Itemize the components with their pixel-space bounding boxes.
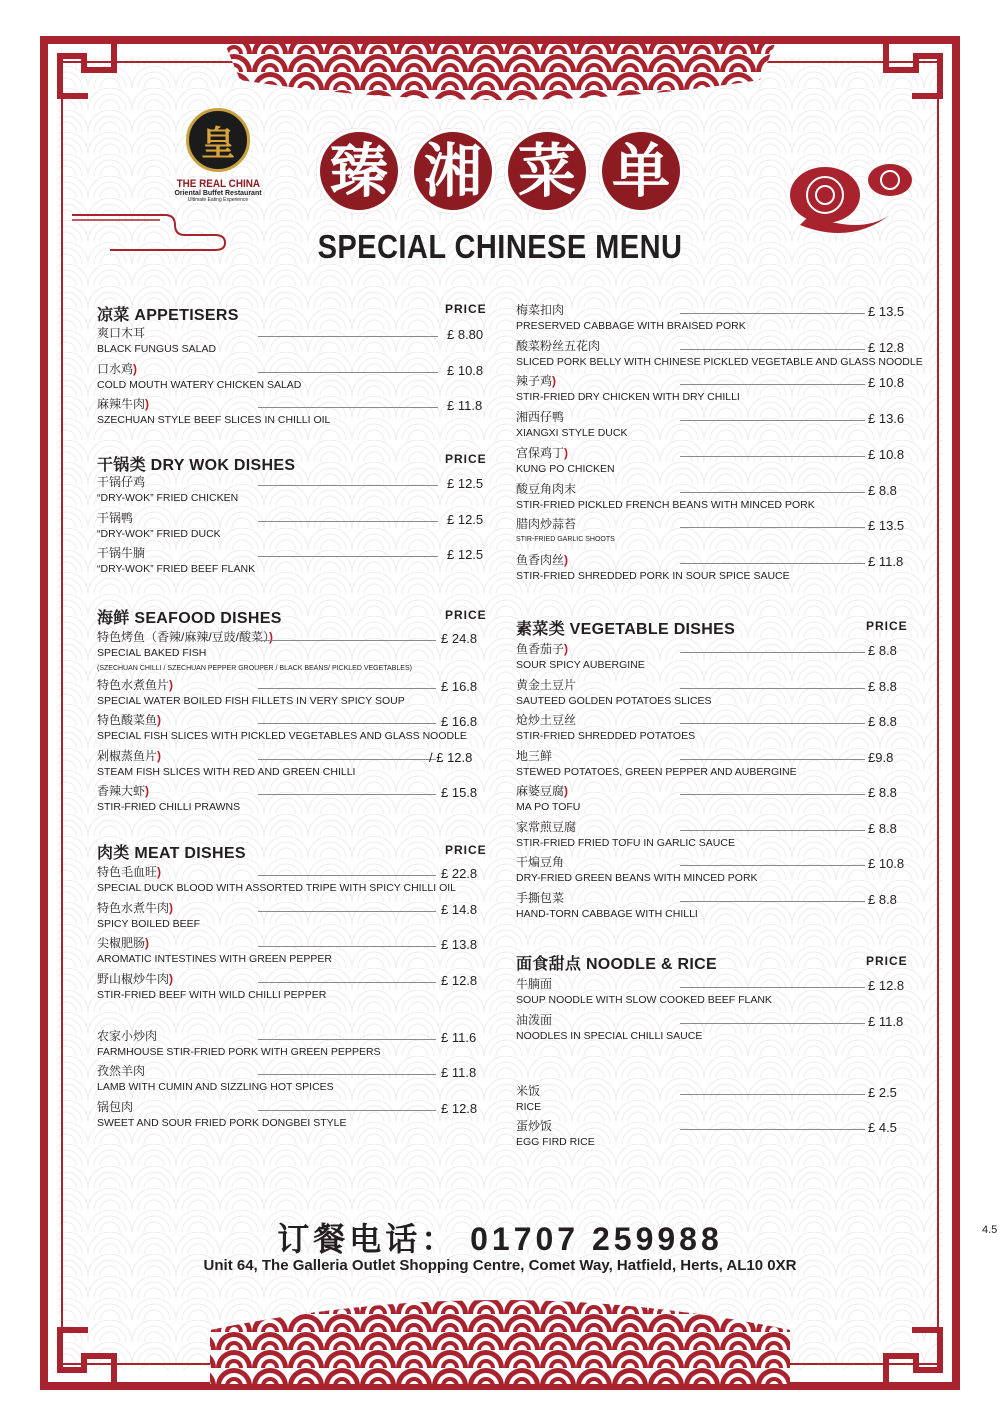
section-title: 素菜类 VEGETABLE DISHES bbox=[516, 621, 736, 638]
item-price: £ 22.8 bbox=[441, 866, 478, 881]
item-chinese-name: 特色酸菜鱼) bbox=[97, 713, 162, 727]
section-title: 面食甜点 NOODLE & RICE bbox=[516, 956, 717, 973]
price-header: PRICE bbox=[445, 608, 487, 622]
item-price: £ 10.8 bbox=[447, 362, 484, 378]
item-chinese-name: 手撕包菜 bbox=[516, 890, 565, 905]
item-chinese-name: 酸豆角肉末 bbox=[516, 481, 577, 496]
item-price: £ 8.8 bbox=[868, 785, 897, 800]
item-english-name: BLACK FUNGUS SALAD bbox=[97, 343, 217, 355]
restaurant-logo bbox=[172, 108, 264, 203]
price-leader-line bbox=[680, 1023, 865, 1024]
item-chinese-name: 特色毛血旺) bbox=[97, 865, 162, 879]
item-chinese-name: 口水鸡) bbox=[97, 361, 138, 376]
menu-item bbox=[516, 552, 790, 584]
price-leader-line bbox=[680, 723, 865, 724]
price-leader-line bbox=[258, 1074, 436, 1075]
chili-icon: ) bbox=[564, 642, 569, 656]
price-leader-line bbox=[680, 384, 865, 385]
item-price: £ 12.5 bbox=[447, 511, 484, 527]
menu-item bbox=[516, 481, 815, 513]
price-leader-line bbox=[258, 485, 438, 486]
menu-item bbox=[97, 396, 330, 428]
item-english-name: SPECIAL WATER BOILED FISH FILLETS IN VERY SPICY SOUP bbox=[97, 694, 405, 707]
menu-item bbox=[97, 361, 301, 393]
price-header: PRICE bbox=[445, 302, 487, 316]
item-price: £ 8.8 bbox=[868, 820, 897, 836]
item-price: £ 12.5 bbox=[447, 547, 484, 562]
item-chinese-name: 麻辣牛肉) bbox=[97, 397, 150, 411]
menu-item bbox=[97, 1063, 334, 1095]
price-header: PRICE bbox=[866, 954, 908, 968]
item-english-detail: (SZECHUAN CHILLI / SZECHUAN PEPPER GROUPER / BLACK BEANS/ PICKLED VEGETABLES) bbox=[97, 665, 412, 672]
menu-item bbox=[516, 819, 735, 851]
item-chinese-name: 黄金土豆片 bbox=[516, 677, 577, 692]
logo-tagline: Ultimate Eating Experience bbox=[187, 197, 249, 203]
chili-icon: ) bbox=[564, 552, 569, 567]
item-english-name: COLD MOUTH WATERY CHICKEN SALAD bbox=[97, 378, 302, 391]
menu-item bbox=[97, 677, 405, 709]
item-price: £ 12.8 bbox=[868, 978, 905, 993]
item-price: £ 16.8 bbox=[441, 714, 478, 729]
chili-icon: ) bbox=[157, 865, 162, 879]
item-english-name: RICE bbox=[516, 1100, 542, 1113]
title-char: 菜 bbox=[504, 128, 590, 214]
price-leader-line bbox=[680, 563, 865, 564]
price-leader-line bbox=[258, 336, 438, 337]
menu-item bbox=[516, 516, 615, 548]
menu-item bbox=[97, 971, 326, 1003]
item-english-name: KUNG PO CHICKEN bbox=[516, 462, 615, 475]
chili-icon: ) bbox=[269, 630, 274, 644]
item-chinese-name: 干锅鸭 bbox=[97, 510, 134, 525]
price-leader-line bbox=[258, 946, 436, 947]
menu-item bbox=[516, 373, 740, 405]
item-english-name: STEAM FISH SLICES WITH RED AND GREEN CHILLI bbox=[97, 765, 356, 778]
menu-item bbox=[516, 445, 615, 477]
item-chinese-name: 蛋炒饭 bbox=[516, 1119, 553, 1133]
logo-subtitle: Oriental Buffet Restaurant bbox=[174, 190, 262, 197]
item-english-name: SPECIAL BAKED FISH bbox=[97, 647, 207, 659]
item-english-name: “DRY-WOK” FRIED DUCK bbox=[97, 527, 221, 540]
item-chinese-name: 家常煎豆腐 bbox=[516, 819, 577, 834]
item-chinese-name: 香辣大虾) bbox=[97, 784, 150, 798]
menu-item bbox=[516, 641, 645, 673]
item-english-name: MA PO TOFU bbox=[516, 801, 581, 813]
chili-icon: ) bbox=[133, 361, 138, 376]
item-english-name: SWEET AND SOUR FRIED PORK DONGBEI STYLE bbox=[97, 1116, 347, 1129]
item-english-name: XIANGXI STYLE DUCK bbox=[516, 427, 628, 440]
item-chinese-name: 宫保鸡丁) bbox=[516, 445, 569, 460]
item-chinese-name: 干锅牛腩 bbox=[97, 546, 146, 560]
logo-emblem bbox=[186, 108, 250, 172]
menu-item bbox=[516, 890, 698, 922]
price-leader-line bbox=[680, 527, 865, 528]
item-english-name: “DRY-WOK” FRIED BEEF FLANK bbox=[97, 563, 256, 575]
title-char: 湘 bbox=[410, 128, 496, 214]
item-chinese-name: 剁椒蒸鱼片) bbox=[97, 748, 162, 763]
item-price: £ 11.8 bbox=[441, 1065, 477, 1080]
price-leader-line bbox=[680, 420, 865, 421]
item-chinese-name: 梅菜扣肉 bbox=[516, 303, 565, 317]
item-english-name: EGG FIRD RICE bbox=[516, 1136, 595, 1148]
item-chinese-name: 鱼香茄子) bbox=[516, 642, 569, 656]
price-leader-line bbox=[680, 313, 865, 314]
logo-glyph: 皇 bbox=[201, 123, 235, 164]
price-leader-line bbox=[258, 794, 436, 795]
item-english-name: DRY-FRIED GREEN BEANS WITH MINCED PORK bbox=[516, 872, 758, 884]
item-english-name: SPECIAL DUCK BLOOD WITH ASSORTED TRIPE WITH SPICY CHILLI OIL bbox=[97, 882, 457, 894]
item-chinese-name: 油泼面 bbox=[516, 1012, 553, 1027]
price-leader-line bbox=[258, 982, 436, 983]
item-price: £ 8.8 bbox=[868, 482, 897, 498]
menu-item bbox=[516, 748, 797, 780]
menu-item bbox=[516, 712, 695, 744]
price-leader-line bbox=[258, 688, 436, 689]
item-english-name: SZECHUAN STYLE BEEF SLICES IN CHILLI OIL bbox=[97, 414, 331, 426]
chili-icon: ) bbox=[145, 936, 150, 950]
price-leader-line bbox=[680, 794, 865, 795]
item-english-name: STIR-FRIED SHREDDED POTATOES bbox=[516, 730, 696, 742]
menu-item bbox=[516, 409, 627, 441]
item-chinese-name: 干煸豆角 bbox=[516, 855, 565, 869]
item-chinese-name: 锅包肉 bbox=[97, 1099, 134, 1114]
item-chinese-name: 野山椒炒牛肉) bbox=[97, 971, 174, 986]
item-price: / £ 12.8 bbox=[429, 749, 473, 765]
item-english-name: SPECIAL FISH SLICES WITH PICKLED VEGETABLES AND GLASS NOODLE bbox=[97, 730, 467, 742]
price-leader-line bbox=[258, 1039, 436, 1040]
menu-item bbox=[97, 629, 412, 677]
price-leader-line bbox=[680, 349, 865, 350]
price-leader-line bbox=[680, 901, 865, 902]
item-chinese-name: 腊肉炒蒜苔 bbox=[516, 517, 577, 532]
chili-icon: ) bbox=[157, 713, 162, 727]
item-price: £ 4.5 bbox=[868, 1120, 897, 1135]
item-chinese-name: 米饭 bbox=[516, 1083, 541, 1098]
item-chinese-name: 爽口木耳 bbox=[97, 326, 146, 340]
menu-item bbox=[97, 325, 216, 357]
item-price: £ 8.8 bbox=[868, 678, 897, 694]
menu-item bbox=[97, 1028, 381, 1060]
menu-item bbox=[516, 302, 746, 334]
item-english-name: SPICY BOILED BEEF bbox=[97, 917, 201, 930]
price-leader-line bbox=[680, 1129, 865, 1130]
price-leader-line bbox=[258, 723, 436, 724]
price-leader-line bbox=[680, 759, 865, 760]
side-note: 4.5 bbox=[982, 1224, 998, 1236]
item-english-name: STIR-FRIED SHREDDED PORK IN SOUR SPICE SAUCE bbox=[516, 569, 790, 582]
menu-item bbox=[516, 1012, 702, 1044]
price-leader-line bbox=[258, 875, 436, 876]
item-price: £ 13.6 bbox=[868, 411, 905, 427]
logo-name: THE REAL CHINA bbox=[176, 178, 261, 190]
item-price: £ 11.8 bbox=[868, 1013, 904, 1029]
menu-item bbox=[516, 976, 772, 1008]
item-chinese-name: 湘西仔鸭 bbox=[516, 410, 565, 425]
price-leader-line bbox=[258, 911, 436, 912]
item-price: £ 8.8 bbox=[868, 891, 897, 907]
item-chinese-name: 孜然羊肉 bbox=[97, 1064, 146, 1078]
item-english-name: STIR-FRIED GARLIC SHOOTS bbox=[516, 536, 615, 544]
menu-item bbox=[97, 783, 240, 815]
item-chinese-name: 麻婆豆腐) bbox=[516, 784, 569, 798]
price-leader-line bbox=[258, 372, 438, 373]
chili-icon: ) bbox=[157, 748, 162, 763]
item-chinese-name: 酸菜粉丝五花肉 bbox=[516, 338, 601, 353]
chili-icon: ) bbox=[564, 445, 569, 460]
price-leader-line bbox=[258, 521, 438, 522]
menu-item bbox=[97, 712, 467, 744]
item-price: £ 11.8 bbox=[868, 553, 904, 569]
item-price: £ 12.8 bbox=[441, 1100, 478, 1116]
item-english-name: NOODLES IN SPECIAL CHILLI SAUCE bbox=[516, 1029, 703, 1042]
menu-item bbox=[516, 783, 580, 815]
item-english-name: “DRY-WOK” FRIED CHICKEN bbox=[97, 492, 239, 504]
address: Unit 64, The Galleria Outlet Shopping Centre, Comet Way, Hatfield, Herts, AL10 0XR bbox=[203, 1257, 797, 1274]
price-leader-line bbox=[680, 830, 865, 831]
item-chinese-name: 特色水煮牛肉) bbox=[97, 900, 174, 915]
item-chinese-name: 炝炒土豆丝 bbox=[516, 713, 577, 727]
price-leader-line bbox=[680, 652, 865, 653]
item-english-name: STIR-FRIED CHILLI PRAWNS bbox=[97, 801, 241, 813]
item-english-name: HAND-TORN CABBAGE WITH CHILLI bbox=[516, 907, 698, 920]
item-chinese-name: 特色水煮鱼片) bbox=[97, 677, 174, 692]
menu-item bbox=[97, 474, 238, 506]
item-price: £ 15.8 bbox=[441, 785, 478, 800]
chili-icon: ) bbox=[145, 784, 150, 798]
price-leader-line bbox=[680, 688, 865, 689]
menu-item bbox=[97, 900, 200, 932]
menu-item bbox=[97, 510, 221, 542]
price-header: PRICE bbox=[866, 619, 908, 633]
item-chinese-name: 尖椒肥肠) bbox=[97, 936, 150, 950]
item-chinese-name: 牛腩面 bbox=[516, 977, 553, 991]
menu-item bbox=[516, 854, 758, 886]
item-price: £9.8 bbox=[868, 749, 894, 765]
title-char: 臻 bbox=[316, 128, 402, 214]
item-chinese-name: 特色烤鱼（香辣/麻辣/豆豉/酸菜）) bbox=[97, 630, 274, 644]
price-leader-line bbox=[258, 640, 436, 641]
item-chinese-name: 辣子鸡) bbox=[516, 374, 557, 389]
menu-item bbox=[97, 1099, 347, 1131]
menu-item bbox=[97, 935, 332, 967]
item-price: £ 11.6 bbox=[441, 1029, 477, 1045]
chili-icon: ) bbox=[169, 900, 174, 915]
item-price: £ 2.5 bbox=[868, 1084, 897, 1100]
item-price: £ 16.8 bbox=[441, 678, 478, 694]
menu-item bbox=[516, 677, 711, 709]
chili-icon: ) bbox=[145, 397, 150, 411]
chinese-title bbox=[300, 128, 700, 224]
chili-icon: ) bbox=[169, 971, 174, 986]
chili-icon: ) bbox=[564, 784, 569, 798]
item-english-name: LAMB WITH CUMIN AND SIZZLING HOT SPICES bbox=[97, 1081, 334, 1093]
menu-item bbox=[516, 338, 923, 370]
menu-item bbox=[516, 1118, 595, 1150]
price-leader-line bbox=[680, 987, 865, 988]
menu-item bbox=[516, 1083, 541, 1115]
price-leader-line bbox=[258, 1110, 436, 1111]
menu-item bbox=[97, 748, 355, 780]
item-price: £ 12.5 bbox=[447, 476, 484, 491]
item-price: £ 13.5 bbox=[868, 518, 905, 534]
item-price: £ 8.8 bbox=[868, 714, 897, 729]
price-leader-line bbox=[680, 1094, 865, 1095]
order-phone: 订餐电话： 01707 259988 bbox=[277, 1221, 723, 1257]
chili-icon: ) bbox=[552, 374, 557, 389]
section-title: 凉菜 APPETISERS bbox=[97, 307, 239, 324]
item-english-name: SOUR SPICY AUBERGINE bbox=[516, 659, 645, 671]
item-english-name: STIR-FRIED PICKLED FRENCH BEANS WITH MINCED PORK bbox=[516, 498, 815, 511]
item-price: £ 24.8 bbox=[441, 631, 478, 646]
item-chinese-name: 干锅仔鸡 bbox=[97, 475, 146, 489]
price-leader-line bbox=[680, 865, 865, 866]
section-title: 干锅类 DRY WOK DISHES bbox=[97, 457, 296, 474]
chili-icon: ) bbox=[169, 677, 174, 692]
item-chinese-name: 农家小炒肉 bbox=[97, 1028, 158, 1043]
item-price: £ 10.8 bbox=[868, 375, 905, 391]
price-header: PRICE bbox=[445, 452, 487, 466]
menu-item bbox=[97, 545, 255, 577]
item-english-name: FARMHOUSE STIR-FRIED PORK WITH GREEN PEPPERS bbox=[97, 1045, 381, 1058]
item-price: £ 13.5 bbox=[868, 304, 905, 319]
item-price: £ 11.8 bbox=[447, 398, 483, 413]
price-leader-line bbox=[680, 492, 865, 493]
item-english-name: STIR-FRIED FRIED TOFU IN GARLIC SAUCE bbox=[516, 836, 735, 849]
english-title: SPECIAL CHINESE MENU bbox=[317, 228, 683, 265]
item-price: £ 13.8 bbox=[441, 937, 478, 952]
item-price: £ 14.8 bbox=[441, 901, 478, 917]
item-price: £ 12.8 bbox=[441, 972, 478, 988]
item-english-name: SOUP NOODLE WITH SLOW COOKED BEEF FLANK bbox=[516, 994, 772, 1006]
item-price: £ 8.80 bbox=[447, 327, 484, 342]
item-english-name: STEWED POTATOES, GREEN PEPPER AND AUBERGINE bbox=[516, 765, 797, 778]
price-leader-line bbox=[258, 759, 436, 760]
item-english-name: STIR-FRIED DRY CHICKEN WITH DRY CHILLI bbox=[516, 391, 740, 404]
item-english-name: PRESERVED CABBAGE WITH BRAISED PORK bbox=[516, 320, 746, 332]
item-english-name: STIR-FRIED BEEF WITH WILD CHILLI PEPPER bbox=[97, 988, 327, 1001]
item-chinese-name: 地三鲜 bbox=[516, 748, 553, 763]
section-title: 肉类 MEAT DISHES bbox=[97, 845, 246, 862]
section-title: 海鲜 SEAFOOD DISHES bbox=[97, 610, 282, 627]
price-header: PRICE bbox=[445, 843, 487, 857]
menu-item bbox=[97, 864, 456, 896]
price-leader-line bbox=[258, 556, 438, 557]
price-leader-line bbox=[258, 407, 438, 408]
item-price: £ 8.8 bbox=[868, 643, 897, 658]
item-english-name: SAUTEED GOLDEN POTATOES SLICES bbox=[516, 694, 712, 707]
price-leader-line bbox=[680, 456, 865, 457]
item-price: £ 10.8 bbox=[868, 856, 905, 871]
item-chinese-name: 鱼香肉丝) bbox=[516, 552, 569, 567]
item-price: £ 12.8 bbox=[868, 339, 905, 355]
item-english-name: SLICED PORK BELLY WITH CHINESE PICKLED VEGETABLE AND GLASS NOODLE bbox=[516, 355, 923, 368]
item-price: £ 10.8 bbox=[868, 446, 905, 462]
item-english-name: AROMATIC INTESTINES WITH GREEN PEPPER bbox=[97, 953, 332, 965]
title-char: 单 bbox=[598, 128, 684, 214]
